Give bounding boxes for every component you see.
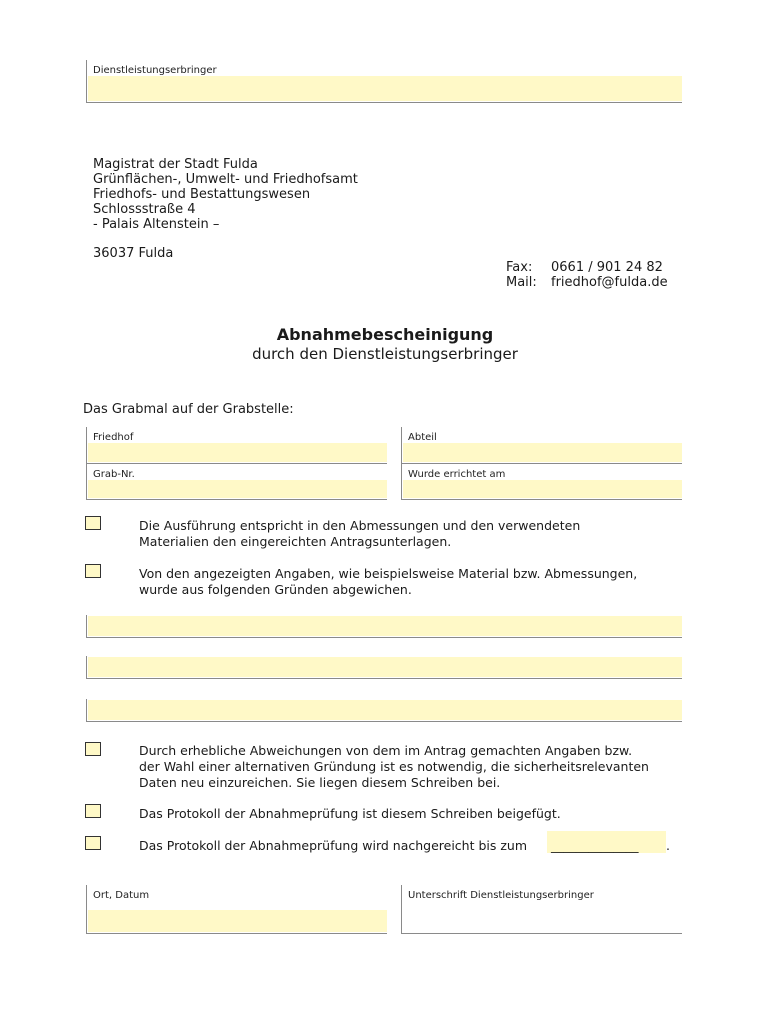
abteil-input[interactable]: [403, 443, 682, 462]
checkbox-text-line: Die Ausführung entspricht in den Abmessungen und den verwendeten: [139, 518, 581, 533]
address-line: Magistrat der Stadt Fulda: [93, 157, 258, 172]
checkbox-conforms-text: [139, 518, 580, 550]
ort-datum-field: [86, 885, 387, 934]
friedhof-field: [86, 427, 387, 464]
checkbox-text-line: Von den angezeigten Angaben, wie beispielsweise Material bzw. Abmessungen,: [139, 566, 638, 581]
fax-value: 0661 / 901 24 82: [551, 260, 663, 275]
signature-label: Unterschrift Dienstleistungserbringer: [408, 890, 594, 901]
checkbox-text-line: Materialien den eingereichten Antragsunterlagen.: [139, 534, 452, 549]
address-line: Grünflächen-, Umwelt- und Friedhofsamt: [93, 172, 358, 187]
address-city: 36037 Fulda: [93, 246, 174, 261]
recipient-address: [93, 157, 358, 261]
provider-input[interactable]: [88, 76, 682, 101]
date-suffix: .: [666, 838, 670, 853]
checkbox-conforms[interactable]: [85, 516, 101, 530]
reason-line-1: [86, 615, 682, 638]
provider-label: Dienstleistungserbringer: [93, 65, 217, 76]
checkbox-text-line: Daten neu einzureichen. Sie liegen diesem Schreiben bei.: [139, 775, 501, 790]
checkbox-protocol-later-text: [139, 838, 527, 854]
grab-nr-label: Grab-Nr.: [93, 469, 135, 480]
mail-value[interactable]: friedhof@fulda.de: [551, 275, 668, 290]
errichtet-field: [401, 464, 682, 500]
address-line: - Palais Altenstein –: [93, 217, 220, 232]
checkbox-protocol-attached[interactable]: [85, 804, 101, 818]
date-field[interactable]: [547, 831, 666, 853]
checkbox-text-line: wurde aus folgenden Gründen abgewichen.: [139, 582, 412, 597]
mail-label: Mail:: [506, 275, 537, 290]
checkbox-resubmit-text: [139, 743, 649, 791]
intro-text: Das Grabmal auf der Grabstelle:: [83, 402, 294, 417]
ort-datum-input[interactable]: [88, 910, 387, 932]
ort-datum-label: Ort, Datum: [93, 890, 150, 901]
document-subtitle: durch den Dienstleistungserbringer: [252, 345, 518, 363]
reason-line-2: [86, 656, 682, 679]
abteil-field: [401, 427, 682, 464]
address-line: Friedhofs- und Bestattungswesen: [93, 187, 311, 202]
checkbox-deviated-text: [139, 566, 637, 598]
grab-nr-input[interactable]: [88, 480, 387, 498]
checkbox-text-line: der Wahl einer alternativen Gründung ist es notwendig, die sicherheitsrelevanten: [139, 759, 649, 774]
reason-input-3[interactable]: [88, 700, 682, 720]
provider-field: [86, 60, 682, 103]
reason-line-3: [86, 699, 682, 722]
date-placeholder: ______________: [551, 838, 639, 853]
reason-input-2[interactable]: [88, 657, 682, 677]
checkbox-text-line: Durch erhebliche Abweichungen von dem im Antrag gemachten Angaben bzw.: [139, 743, 633, 758]
checkbox-resubmit[interactable]: [85, 742, 101, 756]
reason-input-1[interactable]: [88, 616, 682, 636]
document-title: Abnahmebescheinigung: [276, 325, 494, 344]
grab-nr-field: [86, 464, 387, 500]
friedhof-label: Friedhof: [93, 432, 134, 443]
checkbox-protocol-attached-text: Das Protokoll der Abnahmeprüfung ist diesem Schreiben beigefügt.: [139, 806, 561, 821]
fax-label: Fax:: [506, 260, 533, 275]
friedhof-input[interactable]: [88, 443, 387, 462]
checkbox-text-line: Das Protokoll der Abnahmeprüfung wird nachgereicht bis zum: [139, 838, 528, 853]
checkbox-deviated[interactable]: [85, 564, 101, 578]
signature-field[interactable]: [401, 885, 682, 934]
checkbox-protocol-later[interactable]: [85, 836, 101, 850]
abteil-label: Abteil: [408, 432, 437, 443]
errichtet-input[interactable]: [403, 480, 682, 498]
address-line: Schlossstraße 4: [93, 202, 196, 217]
errichtet-label: Wurde errichtet am: [408, 469, 506, 480]
